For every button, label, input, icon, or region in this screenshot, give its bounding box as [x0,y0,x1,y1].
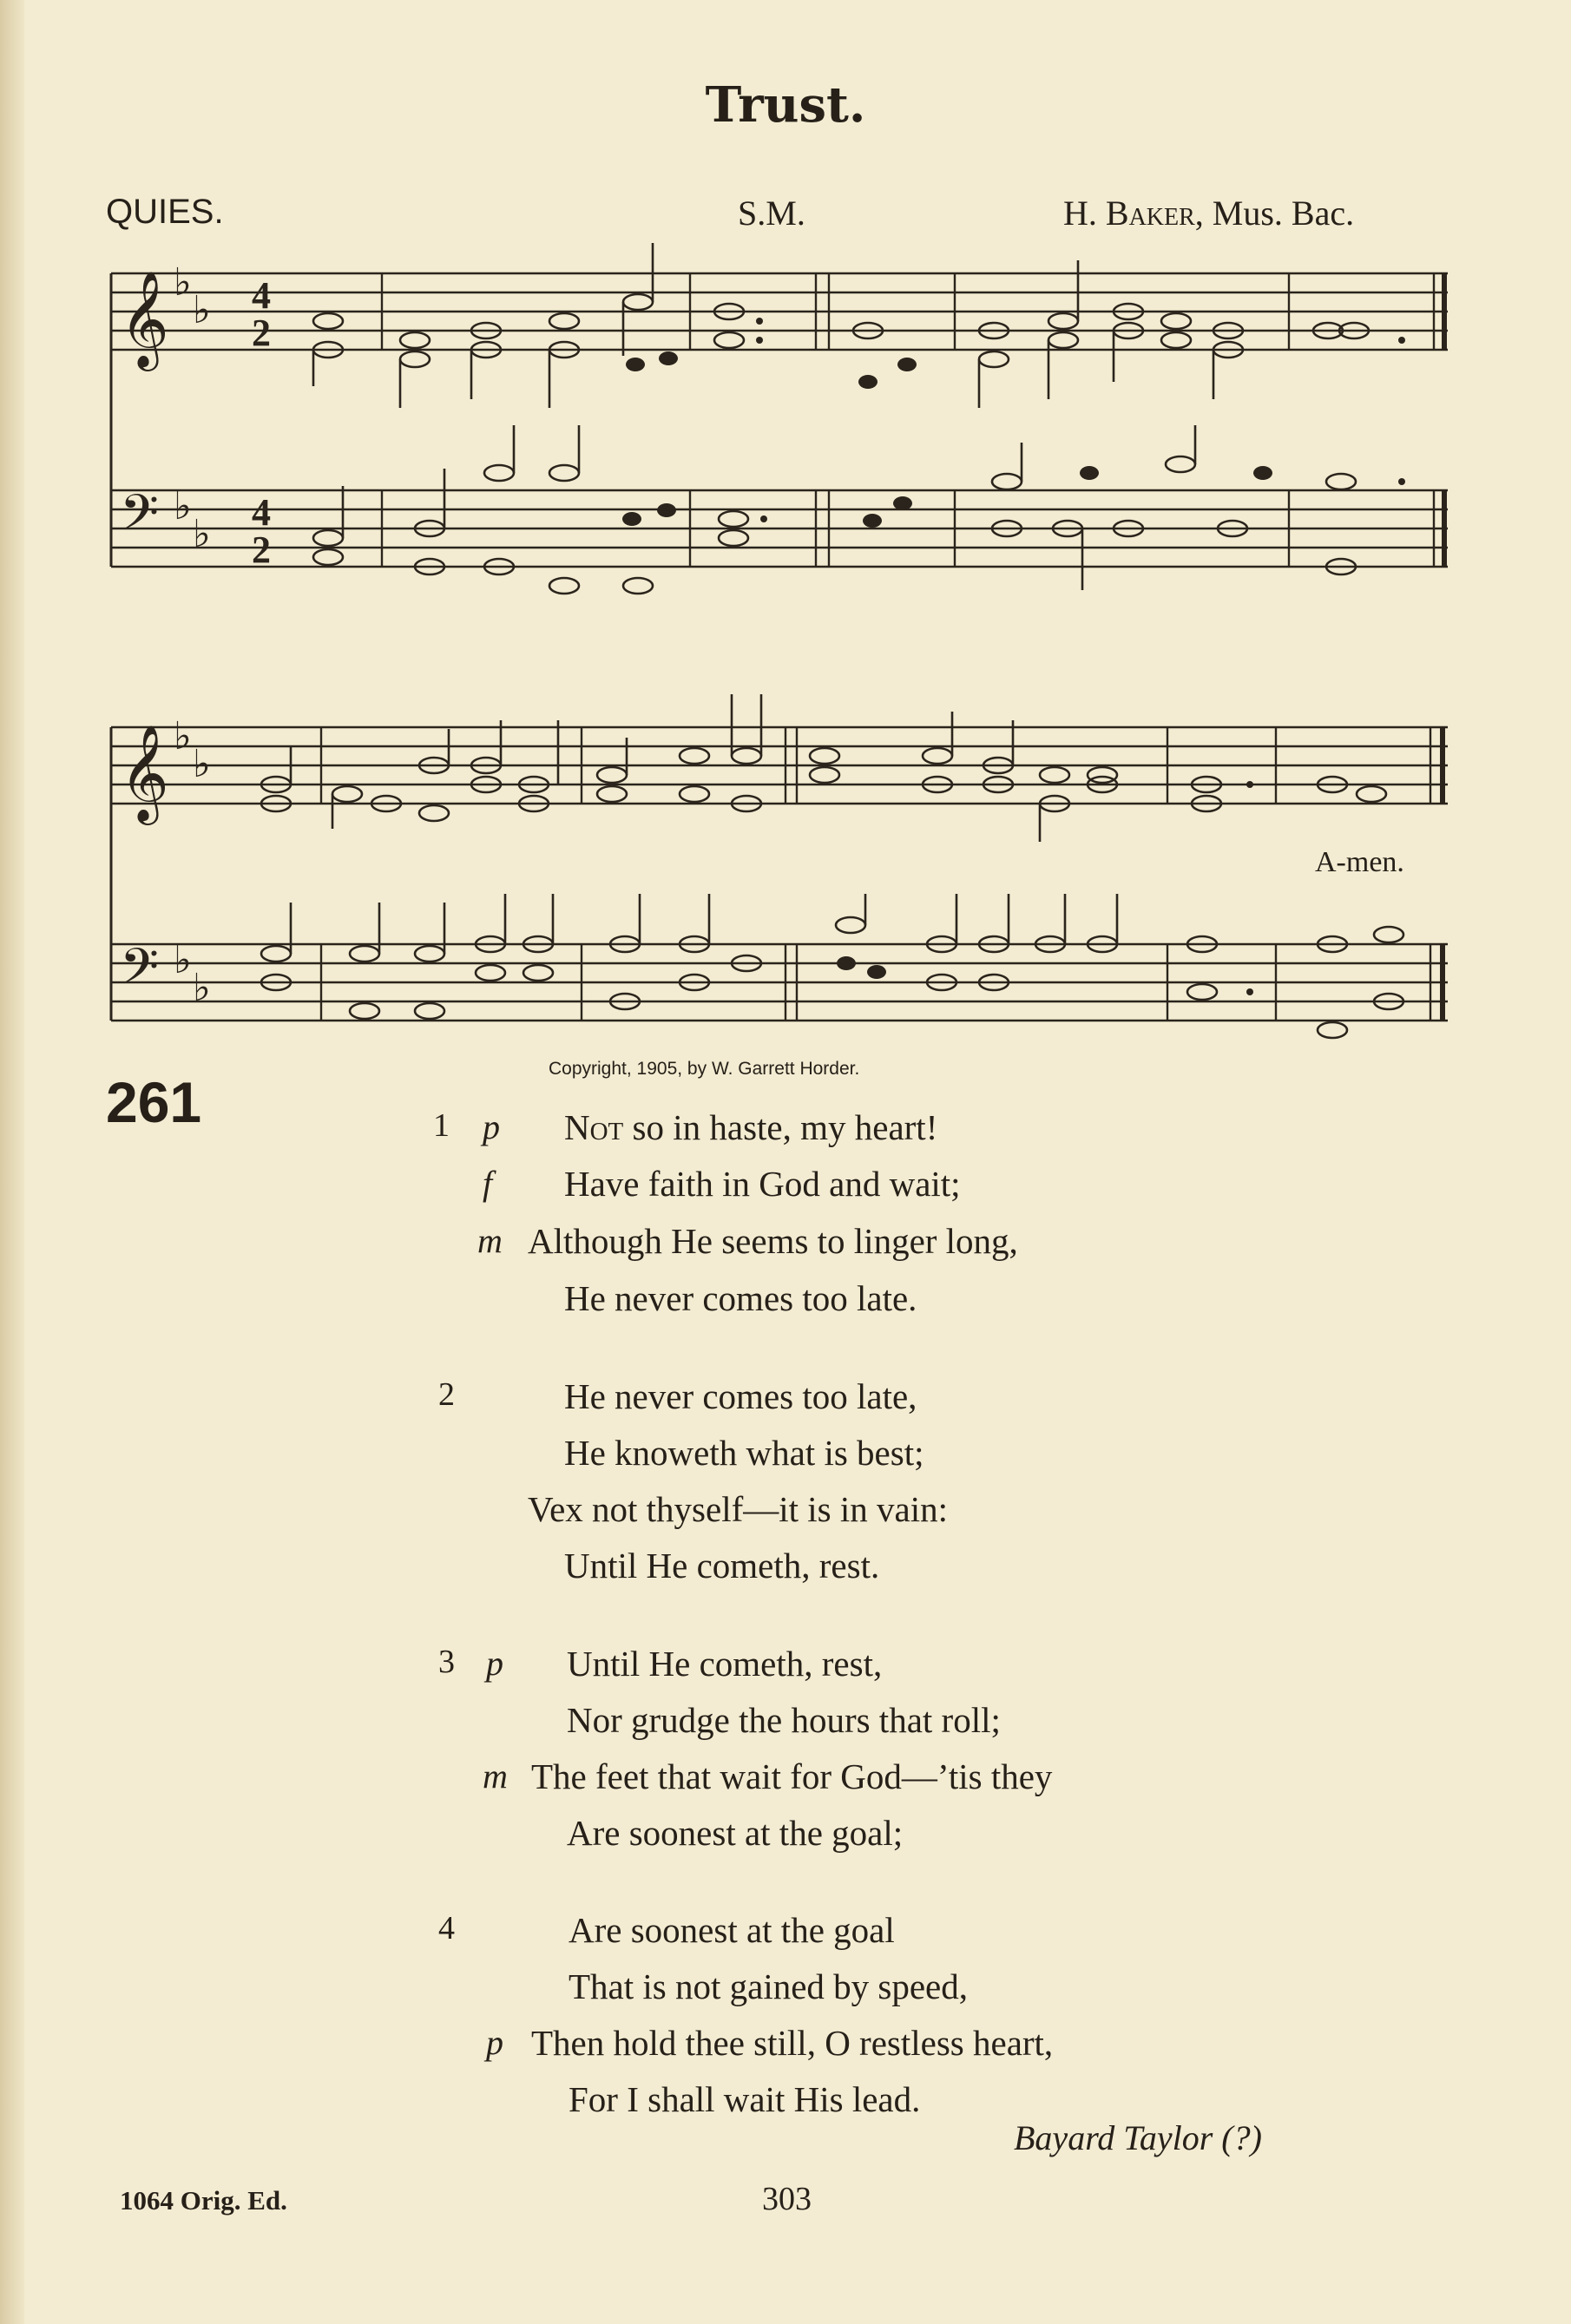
stanza-first-word: Not [564,1107,624,1147]
stanza-line [564,1106,937,1148]
svg-text:𝄞: 𝄞 [120,724,169,821]
stanza-line: Until He cometh, rest. [564,1546,880,1585]
stanza-number: 1 [433,1107,450,1144]
stanza-line: Until He cometh, rest, [567,1644,883,1684]
dynamic-marking: m [477,1221,503,1260]
stanza-line: Vex not thyself—it is in vain: [528,1489,948,1529]
composer-name: Baker [1105,194,1195,233]
tune-name: QUIES. [106,193,224,231]
stanza-line: For I shall wait His lead. [569,2079,921,2119]
svg-text:♭: ♭ [174,484,192,528]
dynamic-marking: p [486,1644,503,1683]
svg-text:♭: ♭ [193,288,211,332]
composer-initial: H. [1063,194,1106,233]
svg-text:♭: ♭ [193,742,211,786]
svg-text:♭: ♭ [193,512,211,556]
bass-notes-2 [261,894,1403,1038]
stanza-line: Nor grudge the hours that roll; [567,1700,1001,1740]
stanza-line: Then hold thee still, O restless heart, [531,2023,1054,2063]
stanza-line: Have faith in God and wait; [564,1164,961,1204]
svg-text:♭: ♭ [174,938,192,982]
treble-notes-1 [313,243,1369,408]
bass-staff-2 [111,944,1448,1021]
hymn-number: 261 [106,1070,202,1134]
barlines-1 [382,273,1444,567]
hymn-title: Trust. [705,76,866,134]
svg-text:♭: ♭ [193,966,211,1010]
svg-text:♭: ♭ [174,714,192,758]
dynamic-marking: p [483,1107,500,1146]
svg-text:4: 4 [252,491,271,534]
stanza-line: The feet that wait for God—’tis they [531,1756,1053,1796]
edition-note: 1064 Orig. Ed. [120,2185,287,2216]
svg-text:4: 4 [252,274,271,317]
stanza-number: 3 [438,1644,455,1680]
svg-text:2: 2 [252,528,271,571]
meter: S.M. [738,194,805,233]
score-system-1 [111,243,1448,594]
stanza-line: Are soonest at the goal; [567,1813,904,1853]
score-system-2 [111,694,1448,1038]
svg-text:2: 2 [252,312,271,354]
stanza-line-rest: so in haste, my heart! [623,1107,938,1147]
dynamic-marking: m [483,1756,508,1796]
music-score [0,0,1571,1067]
stanza-line: He never comes too late, [564,1376,917,1416]
stanza-line: Although He seems to linger long, [528,1221,1018,1261]
copyright-notice: Copyright, 1905, by W. Garrett Horder. [549,1059,860,1079]
amen-label: A-men. [1315,846,1404,878]
author-attribution: Bayard Taylor (?) [1014,2118,1262,2157]
svg-text:𝄢: 𝄢 [120,483,160,555]
page-number: 303 [762,2181,812,2217]
treble-staff-2 [111,727,1448,804]
svg-text:♭: ♭ [174,260,192,305]
treble-notes-2 [261,694,1386,842]
stanza-number: 2 [438,1376,455,1413]
stanza-line: He never comes too late. [564,1278,917,1318]
stanza-line: That is not gained by speed, [569,1966,969,2006]
svg-text:𝄢: 𝄢 [120,937,160,1008]
treble-staff-1 [111,273,1448,350]
dynamic-marking: p [486,2023,503,2062]
stanza-number: 4 [438,1910,455,1947]
composer-suffix: , Mus. Bac. [1194,194,1355,233]
stanza-line: He knoweth what is best; [564,1433,924,1473]
svg-text:𝄞: 𝄞 [120,270,169,367]
dynamic-marking: f [483,1164,493,1203]
stanza-line: Are soonest at the goal [569,1910,895,1950]
